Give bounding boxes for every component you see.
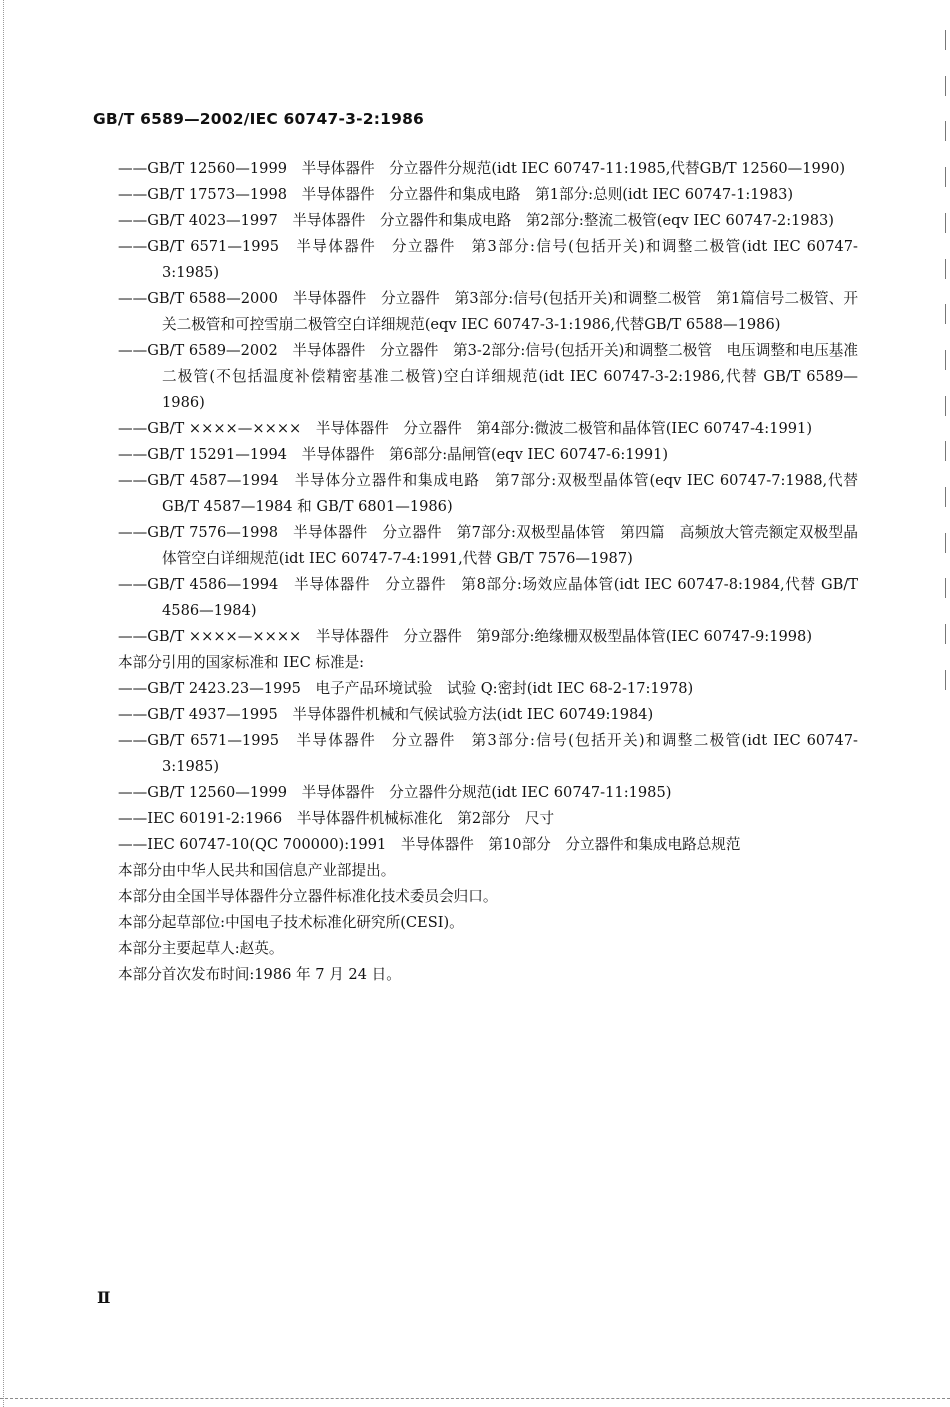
- page-header-standard-code: GB/T 6589—2002/IEC 60747-3-2:1986: [93, 110, 425, 128]
- list-item: ——GB/T 6571—1995 半导体器件 分立器件 第3部分:信号(包括开关)和调整二极管(idt IEC 60747-3:1985): [118, 732, 858, 775]
- list-item: ——GB/T 6589—2002 半导体器件 分立器件 第3-2部分:信号(包括开关)和调整二极管 电压调整和电压基准二极管(不包括温度补偿精密基准二极管)空白详细规范(idt IEC 60747-3-2:1986,代替 GB/T 6589—1986): [118, 342, 858, 411]
- proposer-paragraph: 本部分由中华人民共和国信息产业部提出。: [118, 862, 396, 879]
- list-item: ——GB/T 4937—1995 半导体器件机械和气候试验方法(idt IEC 60749:1984): [118, 706, 654, 723]
- list-item: ——IEC 60191-2:1966 半导体器件机械标准化 第2部分 尺寸: [118, 810, 555, 827]
- referenced-standards-list: [118, 676, 858, 858]
- referenced-standards-intro: 本部分引用的国家标准和 IEC 标准是:: [118, 654, 365, 671]
- list-item: ——GB/T 2423.23—1995 电子产品环境试验 试验 Q:密封(idt IEC 68-2-17:1978): [118, 680, 694, 697]
- list-item: ——IEC 60747-10(QC 700000):1991 半导体器件 第10部分 分立器件和集成电路总规范: [118, 836, 741, 853]
- list-item: ——GB/T 7576—1998 半导体器件 分立器件 第7部分:双极型晶体管 第四篇 高频放大管壳额定双极型晶体管空白详细规范(idt IEC 60747-7-4:1991,代替 GB/T 7576—1987): [118, 524, 858, 567]
- scan-edge-bottom: [0, 1398, 950, 1399]
- list-item: ——GB/T 4586—1994 半导体器件 分立器件 第8部分:场效应晶体管(idt IEC 60747-8:1984,代替 GB/T 4586—1984): [118, 576, 858, 619]
- list-item: ——GB/T 4587—1994 半导体分立器件和集成电路 第7部分:双极型晶体管(eqv IEC 60747-7:1988,代替 GB/T 4587—1984 和 GB/T 6801—1986): [118, 472, 858, 515]
- list-item: ——GB/T 12560—1999 半导体器件 分立器件分规范(idt IEC 60747-11:1985,代替GB/T 12560—1990): [118, 160, 846, 177]
- scan-edge-right: [945, 30, 946, 690]
- list-item: ——GB/T 12560—1999 半导体器件 分立器件分规范(idt IEC 60747-11:1985): [118, 784, 672, 801]
- drafters-paragraph: 本部分主要起草人:赵英。: [118, 940, 284, 957]
- page-body: [118, 156, 858, 988]
- list-item: ——GB/T 6571—1995 半导体器件 分立器件 第3部分:信号(包括开关)和调整二极管(idt IEC 60747-3:1985): [118, 238, 858, 281]
- committee-paragraph: 本部分由全国半导体器件分立器件标准化技术委员会归口。: [118, 888, 498, 905]
- list-item: ——GB/T 15291—1994 半导体器件 第6部分:晶闸管(eqv IEC 60747-6:1991): [118, 446, 669, 463]
- list-item: ——GB/T 17573—1998 半导体器件 分立器件和集成电路 第1部分:总则(idt IEC 60747-1:1983): [118, 186, 794, 203]
- first-release-paragraph: 本部分首次发布时间:1986 年 7 月 24 日。: [118, 966, 401, 983]
- drafting-unit-paragraph: 本部分起草部位:中国电子技术标准化研究所(CESI)。: [118, 914, 464, 931]
- list-item: ——GB/T ××××—×××× 半导体器件 分立器件 第4部分:微波二极管和晶体管(IEC 60747-4:1991): [118, 420, 813, 437]
- standards-list: [118, 156, 858, 650]
- list-item: ——GB/T 6588—2000 半导体器件 分立器件 第3部分:信号(包括开关)和调整二极管 第1篇信号二极管、开关二极管和可控雪崩二极管空白详细规范(eqv IEC 60747-3-1:1986,代替GB/T 6588—1986): [118, 290, 858, 333]
- page-number: Ⅱ: [97, 1288, 111, 1307]
- scan-edge-left: [3, 0, 4, 1407]
- list-item: ——GB/T ××××—×××× 半导体器件 分立器件 第9部分:绝缘栅双极型晶体管(IEC 60747-9:1998): [118, 628, 813, 645]
- closing-paragraphs: [118, 858, 858, 988]
- list-item: ——GB/T 4023—1997 半导体器件 分立器件和集成电路 第2部分:整流二极管(eqv IEC 60747-2:1983): [118, 212, 834, 229]
